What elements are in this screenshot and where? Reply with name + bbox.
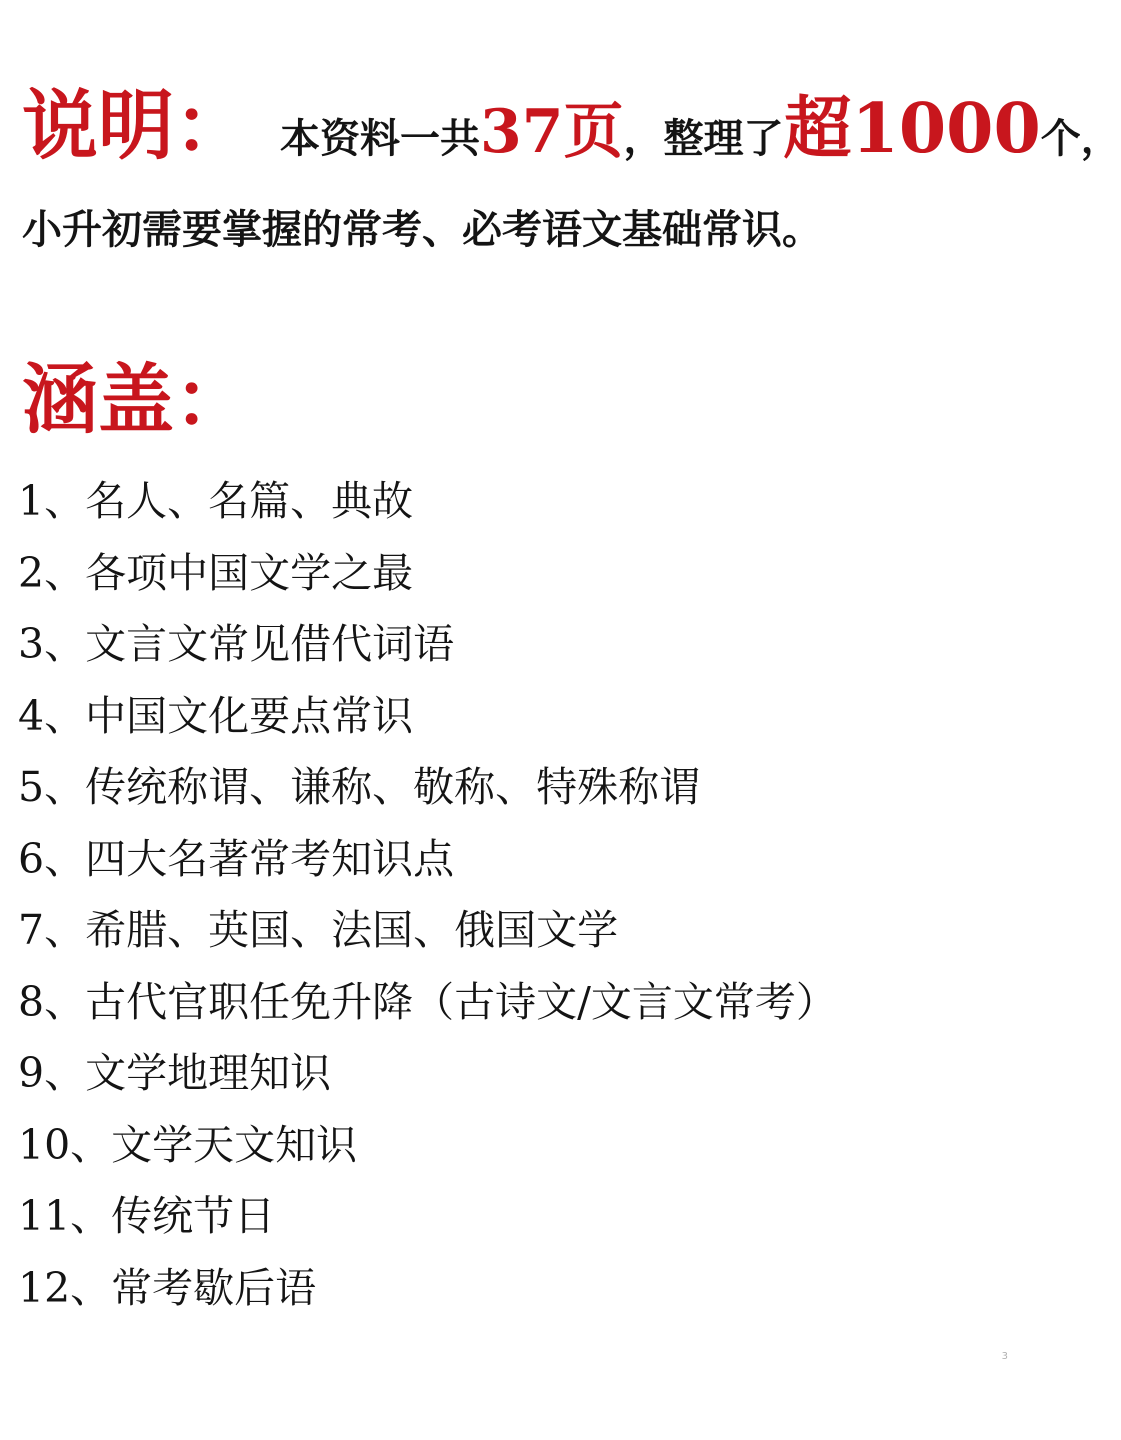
item-count-highlight: 超1000 <box>783 89 1041 169</box>
intro-text-3: 个， <box>1040 115 1121 162</box>
intro-line-2: 小升初需要掌握的常考、必考语文基础常识。 <box>22 206 822 253</box>
intro-text-2: ，整理了 <box>623 115 784 162</box>
page-number: 3 <box>1001 1351 1008 1362</box>
list-item: 3、文言文常见借代词语 <box>18 620 455 668</box>
list-item: 8、古代官职任免升降（古诗文/文言文常考） <box>18 977 837 1026</box>
list-item: 12、常考歇后语 <box>18 1263 317 1312</box>
list-item: 7、希腊、英国、法国、俄国文学 <box>18 906 619 954</box>
list-item: 5、传统称谓、谦称、敬称、特殊称谓 <box>18 763 701 811</box>
list-item: 6、四大名著常考知识点 <box>18 834 455 883</box>
intro-line-1 <box>22 81 1121 170</box>
list-item: 10、文学天文知识 <box>18 1120 358 1169</box>
list-item: 2、各项中国文学之最 <box>18 548 414 597</box>
coverage-list <box>18 472 837 1330</box>
list-item: 9、文学地理知识 <box>18 1049 332 1097</box>
list-item: 4、中国文化要点常识 <box>18 691 414 740</box>
intro-text-1: 本资料一共 <box>280 115 480 162</box>
coverage-heading: 涵盖： <box>22 355 250 444</box>
list-item: 1、名人、名篇、典故 <box>18 477 414 525</box>
page-count: 37页 <box>480 97 624 167</box>
list-item: 11、传统节日 <box>18 1192 276 1240</box>
intro-heading: 说明： <box>22 81 250 170</box>
